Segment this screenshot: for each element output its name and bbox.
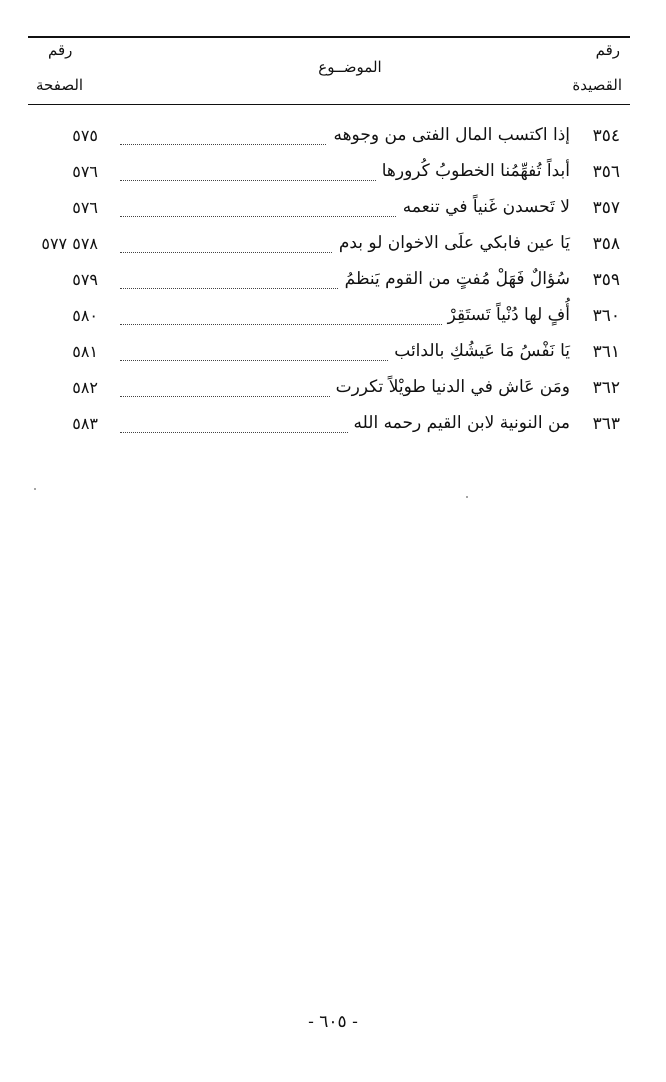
index-row: [28, 122, 630, 158]
index-row: [28, 338, 630, 374]
page-number: ٥٧٥: [72, 126, 98, 145]
poem-number: ٣٥٤: [592, 126, 620, 146]
poem-title: أبداً تُفهِّمُنا الخطوبُ كُرورها: [376, 161, 570, 181]
poem-number: ٣٦٠: [592, 306, 620, 326]
poem-title: ومَن عَاش في الدنيا طويْلاً تكررت: [330, 377, 570, 397]
index-row: [28, 266, 630, 302]
poem-number: ٣٦٢: [592, 378, 620, 398]
page-number-header: رقم: [48, 41, 73, 59]
page-number: ٥٧٩: [72, 270, 98, 289]
poem-title: لا تَحسدن غَنياً في تنعمه: [397, 197, 570, 217]
poem-number: ٣٦١: [592, 342, 620, 362]
index-row: [28, 158, 630, 194]
index-list: [28, 122, 630, 446]
poem-number: ٣٦٣: [592, 414, 620, 434]
poem-number-header-sub: القصيدة: [572, 76, 622, 94]
topic-header-label: الموضــوع: [318, 58, 382, 76]
poem-number: ٣٥٨: [592, 234, 620, 254]
poem-title: سُؤالٌ فَهَلْ مُفتٍ من القوم يَنظمُ: [339, 269, 570, 289]
page-number: ٥٧٦: [72, 162, 98, 181]
poem-title: يَا عين فابكي علَى الاخوان لو بدم: [333, 233, 570, 253]
page-number: ٥٨٠: [72, 306, 98, 325]
index-row: [28, 194, 630, 230]
poem-title: إذا اكتسب المال الفتى من وجوهه: [327, 125, 570, 145]
poem-number: ٣٥٧: [592, 198, 620, 218]
top-rule: [28, 36, 630, 38]
poem-title: من النونية لابن القيم رحمه الله: [348, 413, 570, 433]
index-row: [28, 410, 630, 446]
index-row: [28, 302, 630, 338]
page-number: ٥٧٦: [72, 198, 98, 217]
index-row: [28, 230, 630, 266]
scan-speck: [466, 496, 468, 498]
page-number-header-sub: الصفحة: [36, 76, 84, 94]
poem-number: ٣٥٩: [592, 270, 620, 290]
poem-title: أُفٍ لها دُنْياً تَستَقِرْ: [442, 305, 570, 325]
index-row: [28, 374, 630, 410]
page-number: ٥٨٢: [72, 378, 98, 397]
page-number: ٥٨١: [72, 342, 98, 361]
header-rule: [28, 104, 630, 105]
poem-title: يَا نَفْسُ مَا عَيشُكِ بالدائب: [388, 341, 570, 361]
footer-page-number: - ٦٠٥ -: [308, 1012, 358, 1032]
poem-number-header: رقم: [595, 41, 620, 59]
topic-header: [260, 60, 440, 75]
page-number: ٥٧٨ ٥٧٧: [41, 234, 98, 253]
poem-number: ٣٥٦: [592, 162, 620, 182]
scan-speck: [34, 488, 36, 490]
page-number: ٥٨٣: [72, 414, 98, 433]
